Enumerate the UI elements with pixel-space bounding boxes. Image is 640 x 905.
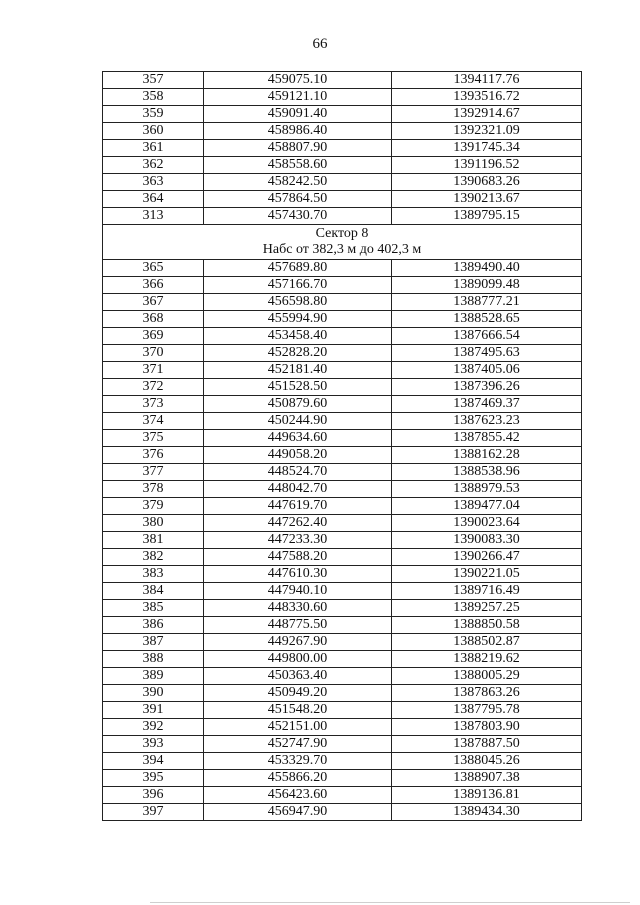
y-coordinate-cell: 1393516.72 (392, 89, 582, 106)
table-row (103, 753, 582, 770)
point-number-cell: 361 (103, 140, 204, 157)
x-coordinate-cell: 450363.40 (204, 668, 392, 685)
point-number-cell: 363 (103, 174, 204, 191)
y-coordinate-cell: 1389136.81 (392, 787, 582, 804)
point-number-cell: 373 (103, 396, 204, 413)
point-number-cell: 390 (103, 685, 204, 702)
x-coordinate-cell: 453329.70 (204, 753, 392, 770)
x-coordinate-cell: 449800.00 (204, 651, 392, 668)
x-coordinate-cell: 448775.50 (204, 617, 392, 634)
table-row (103, 106, 582, 123)
x-coordinate-cell: 457430.70 (204, 208, 392, 225)
x-coordinate-cell: 450949.20 (204, 685, 392, 702)
y-coordinate-cell: 1387405.06 (392, 362, 582, 379)
table-row (103, 174, 582, 191)
x-coordinate-cell: 456598.80 (204, 294, 392, 311)
x-coordinate-cell: 452747.90 (204, 736, 392, 753)
x-coordinate-cell: 452151.00 (204, 719, 392, 736)
table-row (103, 770, 582, 787)
point-number-cell: 385 (103, 600, 204, 617)
point-number-cell: 394 (103, 753, 204, 770)
y-coordinate-cell: 1387623.23 (392, 413, 582, 430)
x-coordinate-cell: 457689.80 (204, 260, 392, 277)
y-coordinate-cell: 1388850.58 (392, 617, 582, 634)
y-coordinate-cell: 1390221.05 (392, 566, 582, 583)
x-coordinate-cell: 449634.60 (204, 430, 392, 447)
point-number-cell: 313 (103, 208, 204, 225)
table-row (103, 787, 582, 804)
bottom-rule (150, 902, 630, 903)
point-number-cell: 383 (103, 566, 204, 583)
y-coordinate-cell: 1387863.26 (392, 685, 582, 702)
point-number-cell: 360 (103, 123, 204, 140)
y-coordinate-cell: 1390083.30 (392, 532, 582, 549)
x-coordinate-cell: 449058.20 (204, 447, 392, 464)
y-coordinate-cell: 1387795.78 (392, 702, 582, 719)
y-coordinate-cell: 1388907.38 (392, 770, 582, 787)
table-row (103, 362, 582, 379)
table-row (103, 549, 582, 566)
x-coordinate-cell: 452181.40 (204, 362, 392, 379)
table-row (103, 123, 582, 140)
table-row (103, 413, 582, 430)
sector-header-row (103, 225, 582, 260)
table-row (103, 498, 582, 515)
point-number-cell: 393 (103, 736, 204, 753)
point-number-cell: 375 (103, 430, 204, 447)
x-coordinate-cell: 452828.20 (204, 345, 392, 362)
y-coordinate-cell: 1388777.21 (392, 294, 582, 311)
table-row (103, 804, 582, 821)
table-row (103, 89, 582, 106)
table-row (103, 515, 582, 532)
point-number-cell: 374 (103, 413, 204, 430)
point-number-cell: 381 (103, 532, 204, 549)
table-row (103, 617, 582, 634)
table-row (103, 651, 582, 668)
point-number-cell: 362 (103, 157, 204, 174)
y-coordinate-cell: 1389257.25 (392, 600, 582, 617)
x-coordinate-cell: 451548.20 (204, 702, 392, 719)
table-row (103, 600, 582, 617)
x-coordinate-cell: 448330.60 (204, 600, 392, 617)
y-coordinate-cell: 1389490.40 (392, 260, 582, 277)
point-number-cell: 359 (103, 106, 204, 123)
table-row (103, 702, 582, 719)
point-number-cell: 376 (103, 447, 204, 464)
table-body-top (103, 72, 582, 225)
point-number-cell: 384 (103, 583, 204, 600)
x-coordinate-cell: 458242.50 (204, 174, 392, 191)
y-coordinate-cell: 1388005.29 (392, 668, 582, 685)
point-number-cell: 358 (103, 89, 204, 106)
table-row (103, 328, 582, 345)
y-coordinate-cell: 1391745.34 (392, 140, 582, 157)
y-coordinate-cell: 1387495.63 (392, 345, 582, 362)
table-row (103, 481, 582, 498)
x-coordinate-cell: 451528.50 (204, 379, 392, 396)
table-row (103, 277, 582, 294)
sector-elevation-range: Набс от 382,3 м до 402,3 м (262, 242, 422, 257)
y-coordinate-cell: 1389099.48 (392, 277, 582, 294)
y-coordinate-cell: 1388528.65 (392, 311, 582, 328)
point-number-cell: 396 (103, 787, 204, 804)
point-number-cell: 357 (103, 72, 204, 89)
point-number-cell: 366 (103, 277, 204, 294)
x-coordinate-cell: 448524.70 (204, 464, 392, 481)
table-row (103, 396, 582, 413)
y-coordinate-cell: 1389434.30 (392, 804, 582, 821)
table-row (103, 430, 582, 447)
y-coordinate-cell: 1388538.96 (392, 464, 582, 481)
y-coordinate-cell: 1390683.26 (392, 174, 582, 191)
y-coordinate-cell: 1387469.37 (392, 396, 582, 413)
x-coordinate-cell: 455866.20 (204, 770, 392, 787)
y-coordinate-cell: 1389716.49 (392, 583, 582, 600)
x-coordinate-cell: 447619.70 (204, 498, 392, 515)
table-row (103, 532, 582, 549)
point-number-cell: 370 (103, 345, 204, 362)
point-number-cell: 386 (103, 617, 204, 634)
table-row (103, 72, 582, 89)
x-coordinate-cell: 459091.40 (204, 106, 392, 123)
table-row (103, 260, 582, 277)
table-row (103, 719, 582, 736)
x-coordinate-cell: 453458.40 (204, 328, 392, 345)
x-coordinate-cell: 458807.90 (204, 140, 392, 157)
point-number-cell: 380 (103, 515, 204, 532)
x-coordinate-cell: 459121.10 (204, 89, 392, 106)
y-coordinate-cell: 1394117.76 (392, 72, 582, 89)
point-number-cell: 364 (103, 191, 204, 208)
y-coordinate-cell: 1389795.15 (392, 208, 582, 225)
y-coordinate-cell: 1388502.87 (392, 634, 582, 651)
table-row (103, 464, 582, 481)
point-number-cell: 365 (103, 260, 204, 277)
x-coordinate-cell: 457864.50 (204, 191, 392, 208)
sector-title: Сектор 8 (315, 226, 369, 241)
point-number-cell: 391 (103, 702, 204, 719)
y-coordinate-cell: 1387803.90 (392, 719, 582, 736)
point-number-cell: 377 (103, 464, 204, 481)
table-row (103, 191, 582, 208)
table-row (103, 345, 582, 362)
point-number-cell: 395 (103, 770, 204, 787)
y-coordinate-cell: 1390213.67 (392, 191, 582, 208)
table-row (103, 447, 582, 464)
x-coordinate-cell: 459075.10 (204, 72, 392, 89)
page-number: 66 (312, 36, 328, 52)
table-row (103, 294, 582, 311)
y-coordinate-cell: 1388162.28 (392, 447, 582, 464)
y-coordinate-cell: 1387855.42 (392, 430, 582, 447)
point-number-cell: 371 (103, 362, 204, 379)
y-coordinate-cell: 1387666.54 (392, 328, 582, 345)
y-coordinate-cell: 1390266.47 (392, 549, 582, 566)
y-coordinate-cell: 1387396.26 (392, 379, 582, 396)
point-number-cell: 397 (103, 804, 204, 821)
x-coordinate-cell: 456947.90 (204, 804, 392, 821)
y-coordinate-cell: 1389477.04 (392, 498, 582, 515)
point-number-cell: 387 (103, 634, 204, 651)
coordinates-table (102, 71, 582, 821)
table-row (103, 157, 582, 174)
point-number-cell: 392 (103, 719, 204, 736)
point-number-cell: 388 (103, 651, 204, 668)
table-row (103, 140, 582, 157)
table-row (103, 668, 582, 685)
table-row (103, 208, 582, 225)
table-body-bottom (103, 260, 582, 821)
table-row (103, 736, 582, 753)
table-row (103, 379, 582, 396)
y-coordinate-cell: 1388219.62 (392, 651, 582, 668)
x-coordinate-cell: 455994.90 (204, 311, 392, 328)
y-coordinate-cell: 1388979.53 (392, 481, 582, 498)
table-row (103, 685, 582, 702)
y-coordinate-cell: 1392914.67 (392, 106, 582, 123)
y-coordinate-cell: 1388045.26 (392, 753, 582, 770)
point-number-cell: 378 (103, 481, 204, 498)
point-number-cell: 367 (103, 294, 204, 311)
table-row (103, 583, 582, 600)
sector-header-body (103, 225, 582, 260)
x-coordinate-cell: 457166.70 (204, 277, 392, 294)
x-coordinate-cell: 456423.60 (204, 787, 392, 804)
x-coordinate-cell: 450879.60 (204, 396, 392, 413)
y-coordinate-cell: 1392321.09 (392, 123, 582, 140)
point-number-cell: 368 (103, 311, 204, 328)
y-coordinate-cell: 1390023.64 (392, 515, 582, 532)
point-number-cell: 382 (103, 549, 204, 566)
y-coordinate-cell: 1387887.50 (392, 736, 582, 753)
point-number-cell: 369 (103, 328, 204, 345)
table-row (103, 566, 582, 583)
x-coordinate-cell: 447233.30 (204, 532, 392, 549)
point-number-cell: 372 (103, 379, 204, 396)
x-coordinate-cell: 447610.30 (204, 566, 392, 583)
point-number-cell: 379 (103, 498, 204, 515)
x-coordinate-cell: 447940.10 (204, 583, 392, 600)
table-row (103, 634, 582, 651)
x-coordinate-cell: 449267.90 (204, 634, 392, 651)
x-coordinate-cell: 450244.90 (204, 413, 392, 430)
table-row (103, 311, 582, 328)
x-coordinate-cell: 447588.20 (204, 549, 392, 566)
x-coordinate-cell: 458986.40 (204, 123, 392, 140)
y-coordinate-cell: 1391196.52 (392, 157, 582, 174)
x-coordinate-cell: 448042.70 (204, 481, 392, 498)
sector-header-cell (103, 225, 582, 260)
x-coordinate-cell: 458558.60 (204, 157, 392, 174)
x-coordinate-cell: 447262.40 (204, 515, 392, 532)
point-number-cell: 389 (103, 668, 204, 685)
